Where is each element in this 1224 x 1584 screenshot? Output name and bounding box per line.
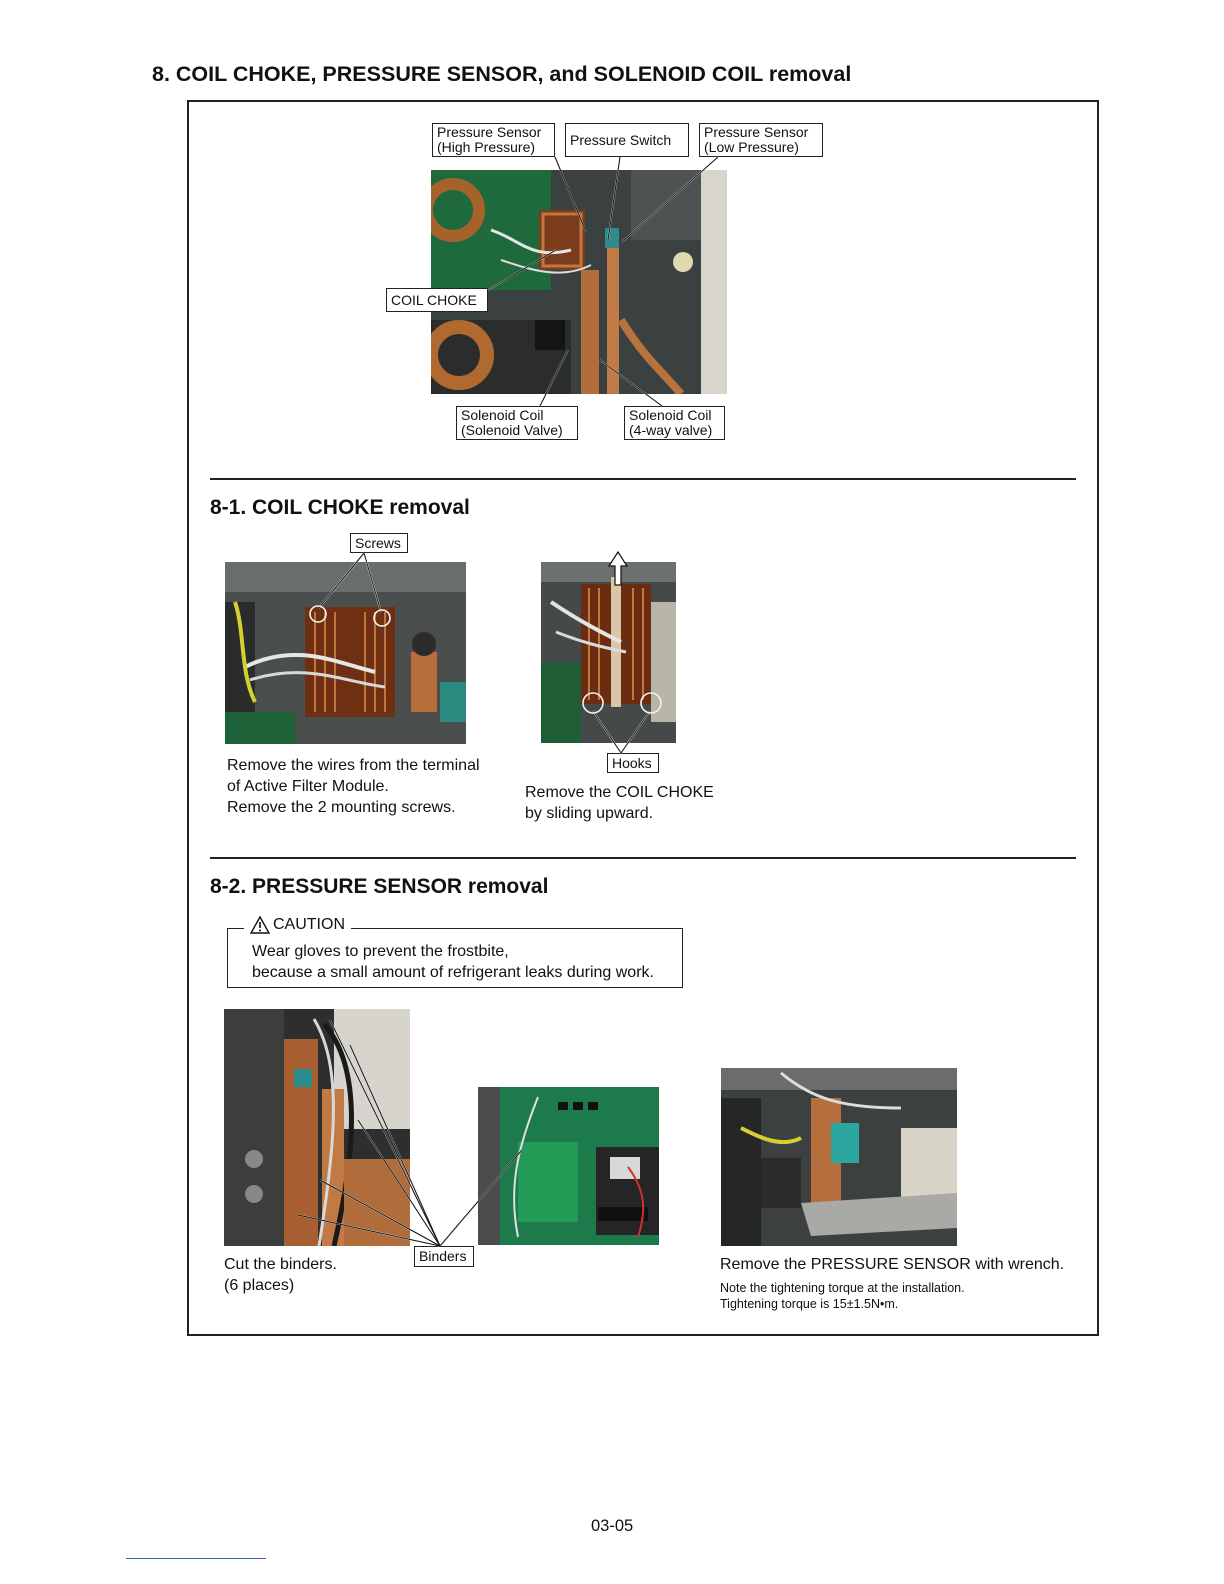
caution-label: CAUTION xyxy=(273,916,345,933)
label-binders xyxy=(414,1246,474,1267)
footer-rule xyxy=(126,1558,266,1559)
label-line: (Solenoid Valve) xyxy=(461,422,563,438)
section-divider xyxy=(210,857,1076,859)
text-line: Wear gloves to prevent the frostbite, xyxy=(252,943,509,960)
text-line: of Active Filter Module. xyxy=(227,778,389,795)
text-line: Remove the 2 mounting screws. xyxy=(227,799,456,816)
label-line: (High Pressure) xyxy=(437,139,536,155)
caution-box xyxy=(227,916,683,988)
step-remove-wires-text xyxy=(227,755,480,818)
caution-heading xyxy=(244,916,351,934)
label-pressure-switch xyxy=(565,123,689,157)
label-line: Binders xyxy=(419,1248,467,1264)
text-line: by sliding upward. xyxy=(525,805,654,822)
page-number: 03-05 xyxy=(591,1517,634,1535)
coil-choke-hooks-photo xyxy=(541,562,676,743)
text-line: Cut the binders. xyxy=(224,1256,337,1273)
label-line: Hooks xyxy=(612,755,652,771)
text-line: Note the tightening torque at the installation. xyxy=(720,1281,965,1295)
label-line: Screws xyxy=(355,535,401,551)
label-pressure-sensor-high xyxy=(432,123,555,157)
label-line: Pressure Sensor xyxy=(437,124,542,140)
text-line: Remove the PRESSURE SENSOR with wrench. xyxy=(720,1256,1065,1273)
section-title-pressure-sensor: 8-2. PRESSURE SENSOR removal xyxy=(210,875,549,898)
label-line: Solenoid Coil xyxy=(461,407,544,423)
label-screws xyxy=(350,533,408,553)
label-solenoid-coil-4way xyxy=(624,406,725,440)
label-coil-choke xyxy=(386,288,488,312)
section-title-coil-choke: 8-1. COIL CHOKE removal xyxy=(210,496,470,519)
label-line: Pressure Sensor xyxy=(704,124,809,140)
step-slide-coil-choke-text xyxy=(525,782,714,824)
label-line: COIL CHOKE xyxy=(391,291,477,308)
step-cut-binders-text xyxy=(224,1254,337,1296)
wrench-photo xyxy=(721,1068,957,1246)
label-line: Pressure Switch xyxy=(570,131,672,148)
text-line: because a small amount of refrigerant leaks during work. xyxy=(252,964,654,981)
caution-text xyxy=(252,941,654,983)
text-line: Tightening torque is 15±1.5N•m. xyxy=(720,1297,899,1311)
text-line: Remove the wires from the terminal xyxy=(227,757,480,774)
section-divider xyxy=(210,478,1076,480)
label-line: (Low Pressure) xyxy=(704,139,799,155)
step-remove-sensor-text xyxy=(720,1254,1064,1275)
label-line: (4-way valve) xyxy=(629,422,713,438)
torque-note xyxy=(720,1280,965,1312)
binders-photo-middle xyxy=(478,1087,659,1245)
overview-photo xyxy=(431,170,727,394)
text-line: Remove the COIL CHOKE xyxy=(525,784,714,801)
text-line: (6 places) xyxy=(224,1277,295,1294)
label-pressure-sensor-low xyxy=(699,123,823,157)
warning-triangle-icon xyxy=(250,916,270,934)
page-title: 8. COIL CHOKE, PRESSURE SENSOR, and SOLENOID COIL removal xyxy=(152,62,852,86)
binders-photo-left xyxy=(224,1009,410,1246)
label-solenoid-coil-valve xyxy=(456,406,578,440)
label-line: Solenoid Coil xyxy=(629,407,712,423)
coil-choke-screws-photo xyxy=(225,562,466,744)
label-hooks xyxy=(607,753,659,773)
